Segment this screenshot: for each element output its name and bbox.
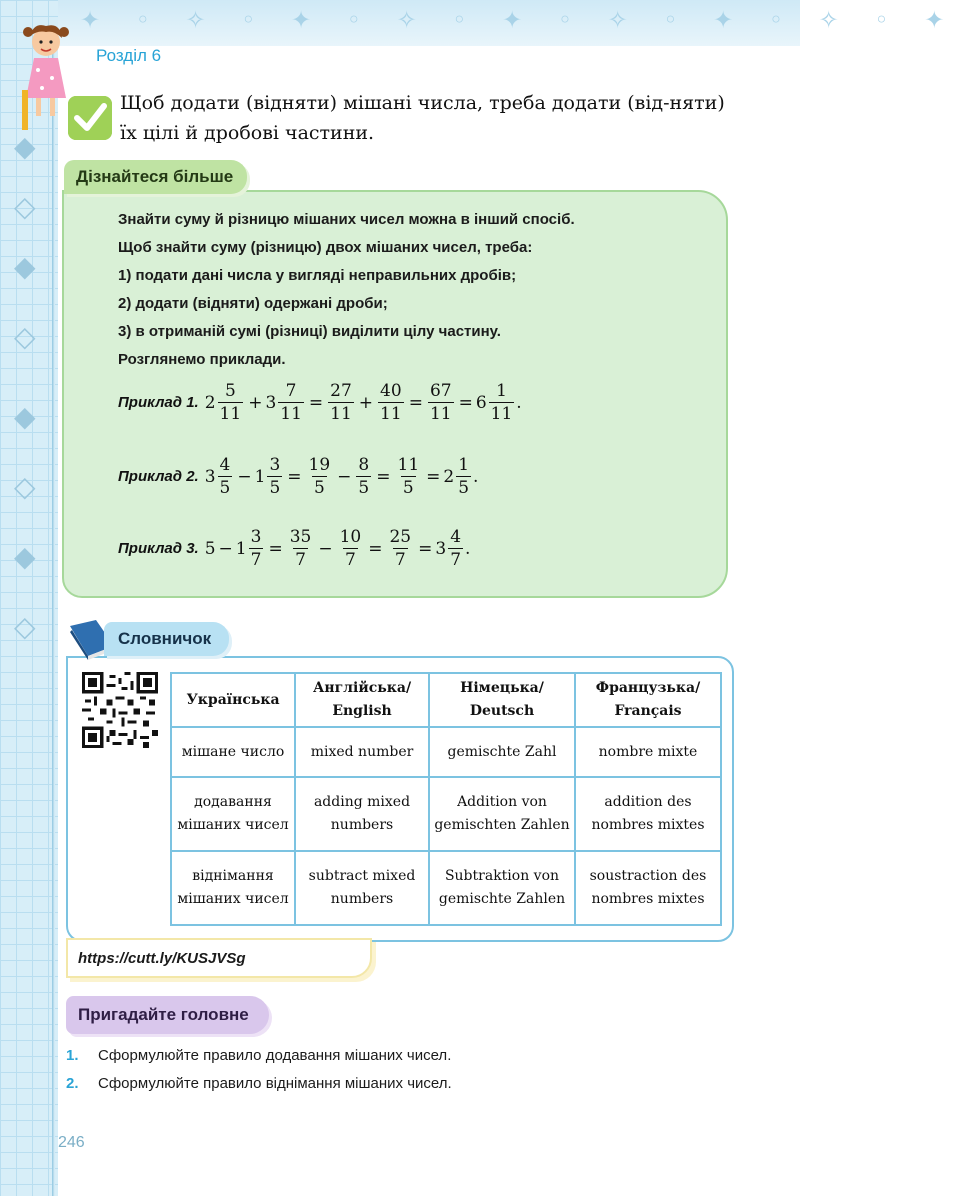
table-cell: mixed number xyxy=(295,727,429,777)
header-cell: Французька/ Français xyxy=(575,673,721,727)
numerator: 1 xyxy=(496,381,507,401)
learn-line: Щоб знайти суму (різницю) двох мішаних чисел, треба: xyxy=(118,239,533,256)
fraction xyxy=(489,380,515,425)
header-cell: Німецька/ Deutsch xyxy=(429,673,575,727)
digits-decor: ✦ ◦ ✧ ◦ ✦ ◦ ✧ ◦ ✦ ◦ ✧ ◦ ✦ ◦ ✧ ◦ ✦ xyxy=(80,6,958,34)
whole-part: 2 xyxy=(204,392,216,413)
fraction xyxy=(218,454,233,499)
denominator: 7 xyxy=(450,550,462,570)
dictionary-link[interactable]: https://cutt.ly/KUSJVSg xyxy=(66,938,372,978)
numerator: 5 xyxy=(224,381,236,401)
decor-glyph: ◇ xyxy=(14,470,36,503)
page-number: 246 xyxy=(58,1134,85,1151)
learn-line: 2) додати (відняти) одержані дроби; xyxy=(118,295,388,312)
example-1 xyxy=(118,380,522,425)
operator: = xyxy=(426,466,441,487)
fraction xyxy=(428,380,454,425)
table-header-row xyxy=(171,673,721,727)
fraction xyxy=(396,454,422,499)
operator: = xyxy=(458,392,473,413)
dictionary-heading: Словничок xyxy=(104,622,229,656)
table-row xyxy=(171,777,721,851)
denominator: 11 xyxy=(380,404,402,424)
whole-part: 2 xyxy=(443,466,455,487)
margin-edge xyxy=(52,46,55,1196)
denominator: 5 xyxy=(458,478,470,498)
numerator: 8 xyxy=(358,455,370,475)
table-row xyxy=(171,851,721,925)
table-cell: віднімання мішаних чисел xyxy=(171,851,295,925)
operator: = xyxy=(308,392,324,413)
numerator: 3 xyxy=(250,527,262,547)
question-text: Сформулюйте правило додавання мішаних чисел. xyxy=(98,1047,452,1064)
table-cell: nombre mixte xyxy=(575,727,721,777)
numerator: 4 xyxy=(450,527,462,547)
recall-heading: Пригадайте головне xyxy=(66,996,269,1034)
table-row xyxy=(171,727,721,777)
decor-glyph: ◇ xyxy=(14,320,36,353)
decor-glyph: ◆ xyxy=(14,540,36,573)
fraction xyxy=(218,380,244,425)
question-text: Сформулюйте правило віднімання мішаних чисел. xyxy=(98,1075,452,1092)
numerator: 35 xyxy=(289,527,312,547)
fraction xyxy=(456,454,471,499)
whole-part: 3 xyxy=(265,392,277,413)
operator: = xyxy=(376,466,391,487)
header-cell: Англійська/ English xyxy=(295,673,429,727)
operator: = xyxy=(287,466,302,487)
numerator: 10 xyxy=(339,527,362,547)
left-grid-margin xyxy=(0,0,58,1196)
denominator: 5 xyxy=(219,478,231,498)
numerator: 11 xyxy=(397,455,420,475)
fraction xyxy=(278,380,304,425)
fraction xyxy=(249,526,264,571)
fraction xyxy=(356,454,371,499)
section-title: Розділ 6 xyxy=(96,46,162,65)
learn-line: 3) в отриманій сумі (різниці) виділити цілу частину. xyxy=(118,323,501,340)
fraction xyxy=(328,380,354,425)
period: . xyxy=(473,466,479,487)
fraction xyxy=(338,526,364,571)
denominator: 5 xyxy=(269,478,281,498)
example-label: Приклад 2. xyxy=(118,468,199,485)
numerator: 1 xyxy=(458,455,470,475)
numerator: 25 xyxy=(389,527,412,547)
whole-part: 3 xyxy=(204,466,216,487)
question-list xyxy=(66,1042,452,1098)
decor-glyph: ◇ xyxy=(14,610,36,643)
numerator: 67 xyxy=(429,381,452,401)
rule-text: Щоб додати (відняти) мішані числа, треба додати (від-няти) їх цілі й дробові частини. xyxy=(120,92,725,144)
fraction xyxy=(288,526,314,571)
table-cell: додавання мішаних чисел xyxy=(171,777,295,851)
numerator: 40 xyxy=(380,381,402,401)
operator: − xyxy=(318,538,333,559)
whole-part: 5 xyxy=(204,538,216,559)
qr-code[interactable] xyxy=(82,672,158,748)
operator: − xyxy=(218,538,233,559)
fraction xyxy=(387,526,413,571)
denominator: 11 xyxy=(429,404,452,424)
decor-glyph: ◆ xyxy=(14,250,36,283)
table-cell: adding mixed numbers xyxy=(295,777,429,851)
learn-more-text xyxy=(118,206,718,374)
denominator: 11 xyxy=(330,404,352,424)
denominator: 11 xyxy=(280,404,302,424)
whole-part: 1 xyxy=(254,466,266,487)
period: . xyxy=(516,392,522,413)
example-2 xyxy=(118,454,478,499)
example-label: Приклад 3. xyxy=(118,540,199,557)
whole-part: 6 xyxy=(475,392,487,413)
operator: = xyxy=(408,392,423,413)
denominator: 7 xyxy=(250,550,262,570)
operator: = xyxy=(268,538,283,559)
numerator: 4 xyxy=(219,455,231,475)
denominator: 5 xyxy=(313,478,325,498)
decor-glyph: ◆ xyxy=(14,130,36,163)
operator: = xyxy=(418,538,433,559)
denominator: 5 xyxy=(358,478,370,498)
decor-glyph: ◆ xyxy=(14,400,36,433)
operator: + xyxy=(248,392,263,413)
table-cell: Addition von gemischten Zahlen xyxy=(429,777,575,851)
denominator: 7 xyxy=(394,550,406,570)
operator: − xyxy=(337,466,352,487)
whole-part: 3 xyxy=(435,538,447,559)
fraction xyxy=(267,454,282,499)
learn-more-heading: Дізнайтеся більше xyxy=(64,160,247,194)
operator: − xyxy=(237,466,252,487)
denominator: 5 xyxy=(402,478,414,498)
denominator: 7 xyxy=(345,550,356,570)
header-cell: Українська xyxy=(171,673,295,727)
table-cell: gemischte Zahl xyxy=(429,727,575,777)
period: . xyxy=(465,538,471,559)
checkmark-icon xyxy=(68,96,112,140)
dictionary-table xyxy=(170,672,722,926)
question-number: 2. xyxy=(66,1075,79,1092)
fraction xyxy=(307,454,333,499)
fraction xyxy=(448,526,463,571)
learn-line: Розглянемо приклади. xyxy=(118,351,286,368)
operator: + xyxy=(358,392,374,413)
fraction xyxy=(378,380,404,425)
numerator: 3 xyxy=(269,455,281,475)
table-cell: subtract mixed numbers xyxy=(295,851,429,925)
decor-glyph: ◇ xyxy=(14,190,36,223)
denominator: 11 xyxy=(490,404,513,424)
numerator: 19 xyxy=(308,455,331,475)
example-3 xyxy=(118,526,470,571)
table-cell: addition des nombres mixtes xyxy=(575,777,721,851)
operator: = xyxy=(368,538,383,559)
top-decor-band xyxy=(0,0,958,46)
list-item xyxy=(66,1042,452,1070)
numerator: 27 xyxy=(330,381,352,401)
table-cell: Subtraktion von gemischte Zahlen xyxy=(429,851,575,925)
whole-part: 1 xyxy=(235,538,247,559)
table-cell: soustraction des nombres mixtes xyxy=(575,851,721,925)
example-label: Приклад 1. xyxy=(118,394,199,411)
learn-line: Знайти суму й різницю мішаних чисел можна в інший спосіб. xyxy=(118,211,575,228)
denominator: 7 xyxy=(295,550,306,570)
learn-line: 1) подати дані числа у вигляді неправильних дробів; xyxy=(118,267,517,284)
denominator: 11 xyxy=(219,404,242,424)
numerator: 7 xyxy=(285,381,297,401)
table-cell: мішане число xyxy=(171,727,295,777)
question-number: 1. xyxy=(66,1047,79,1064)
list-item xyxy=(66,1070,452,1098)
